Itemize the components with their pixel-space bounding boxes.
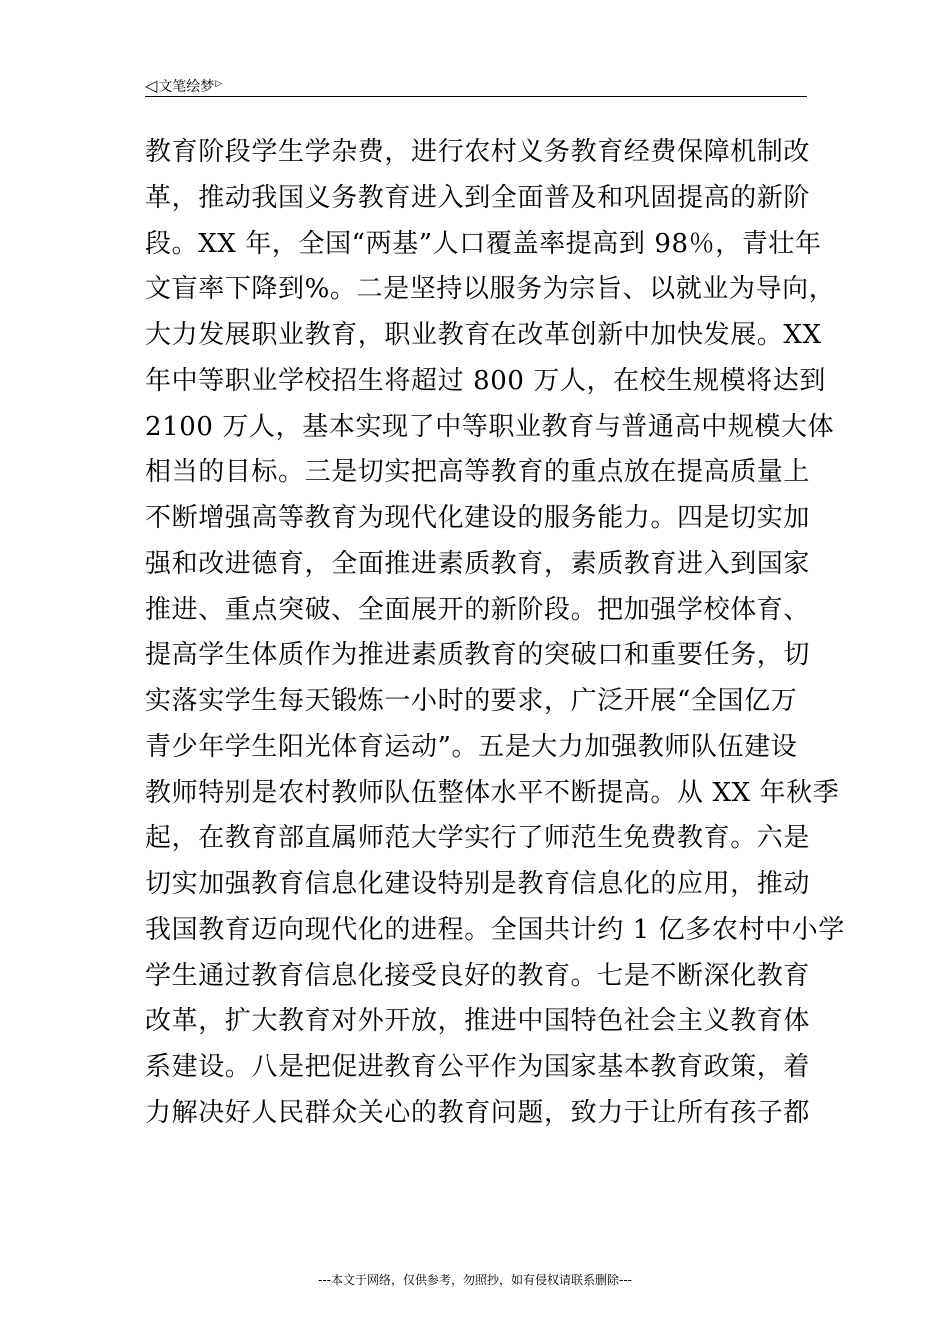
- body-line: 推进、重点突破、全面展开的新阶段。把加强学校体育、: [145, 594, 811, 625]
- body-line: 提高学生体质作为推进素质教育的突破口和重要任务，切: [145, 640, 811, 671]
- body-line: 年中等职业学校招生将超过 800 万人，在校生规模将达到: [145, 365, 826, 396]
- page-header: [145, 74, 807, 97]
- body-line: 不断增强高等教育为现代化建设的服务能力。四是切实加: [145, 503, 811, 533]
- body-line: 力解决好人民群众关心的教育问题，致力于让所有孩子都: [145, 1097, 811, 1128]
- body-line: 切实加强教育信息化建设特别是教育信息化的应用，推动: [145, 869, 811, 899]
- body-line: 系建设。八是把促进教育公平作为国家基本教育政策，着: [145, 1052, 811, 1082]
- body-line: 相当的目标。三是切实把高等教育的重点放在提高质量上: [145, 457, 811, 488]
- body-line: 我国教育迈向现代化的进程。全国共计约 1 亿多农村中小学: [145, 914, 845, 945]
- header-title-text: 文笔绘梦: [158, 79, 215, 95]
- body-line: 起，在教育部直属师范大学实行了师范生免费教育。六是: [145, 823, 811, 854]
- body-line: 革，推动我国义务教育进入到全面普及和巩固提高的新阶: [145, 182, 811, 213]
- body-line: 改革，扩大教育对外开放，推进中国特色社会主义教育体: [145, 1006, 811, 1037]
- triangle-left-icon: ◁: [145, 76, 158, 95]
- triangle-right-icon: ▷: [215, 79, 223, 89]
- body-line: 2100 万人，基本实现了中等职业教育与普通高中规模大体: [145, 411, 835, 442]
- document-body: [145, 130, 845, 1137]
- body-line: 教育阶段学生学杂费，进行农村义务教育经费保障机制改: [145, 137, 811, 167]
- body-line: 大力发展职业教育，职业教育在改革创新中加快发展。XX: [145, 320, 822, 350]
- body-line: 青少年学生阳光体育运动”。五是大力加强教师队伍建设: [145, 731, 798, 762]
- body-line: 强和改进德育，全面推进素质教育，素质教育进入到国家: [145, 548, 811, 579]
- body-line: 教师特别是农村教师队伍整体水平不断提高。从 XX 年秋季: [145, 777, 840, 808]
- body-line: 实落实学生每天锻炼一小时的要求，广泛开展“全国亿万: [145, 686, 798, 716]
- body-line: 学生通过教育信息化接受良好的教育。七是不断深化教育: [145, 960, 811, 991]
- header-title: [145, 74, 222, 97]
- body-line: 文盲率下降到%。二是坚持以服务为宗旨、以就业为导向，: [145, 274, 836, 305]
- body-line: 段。XX 年，全国“两基”人口覆盖率提高到 98％，青壮年: [145, 228, 822, 259]
- page-footer: ---本文于网络，仅供参考，勿照抄，如有侵权请联系删除---: [318, 1273, 632, 1287]
